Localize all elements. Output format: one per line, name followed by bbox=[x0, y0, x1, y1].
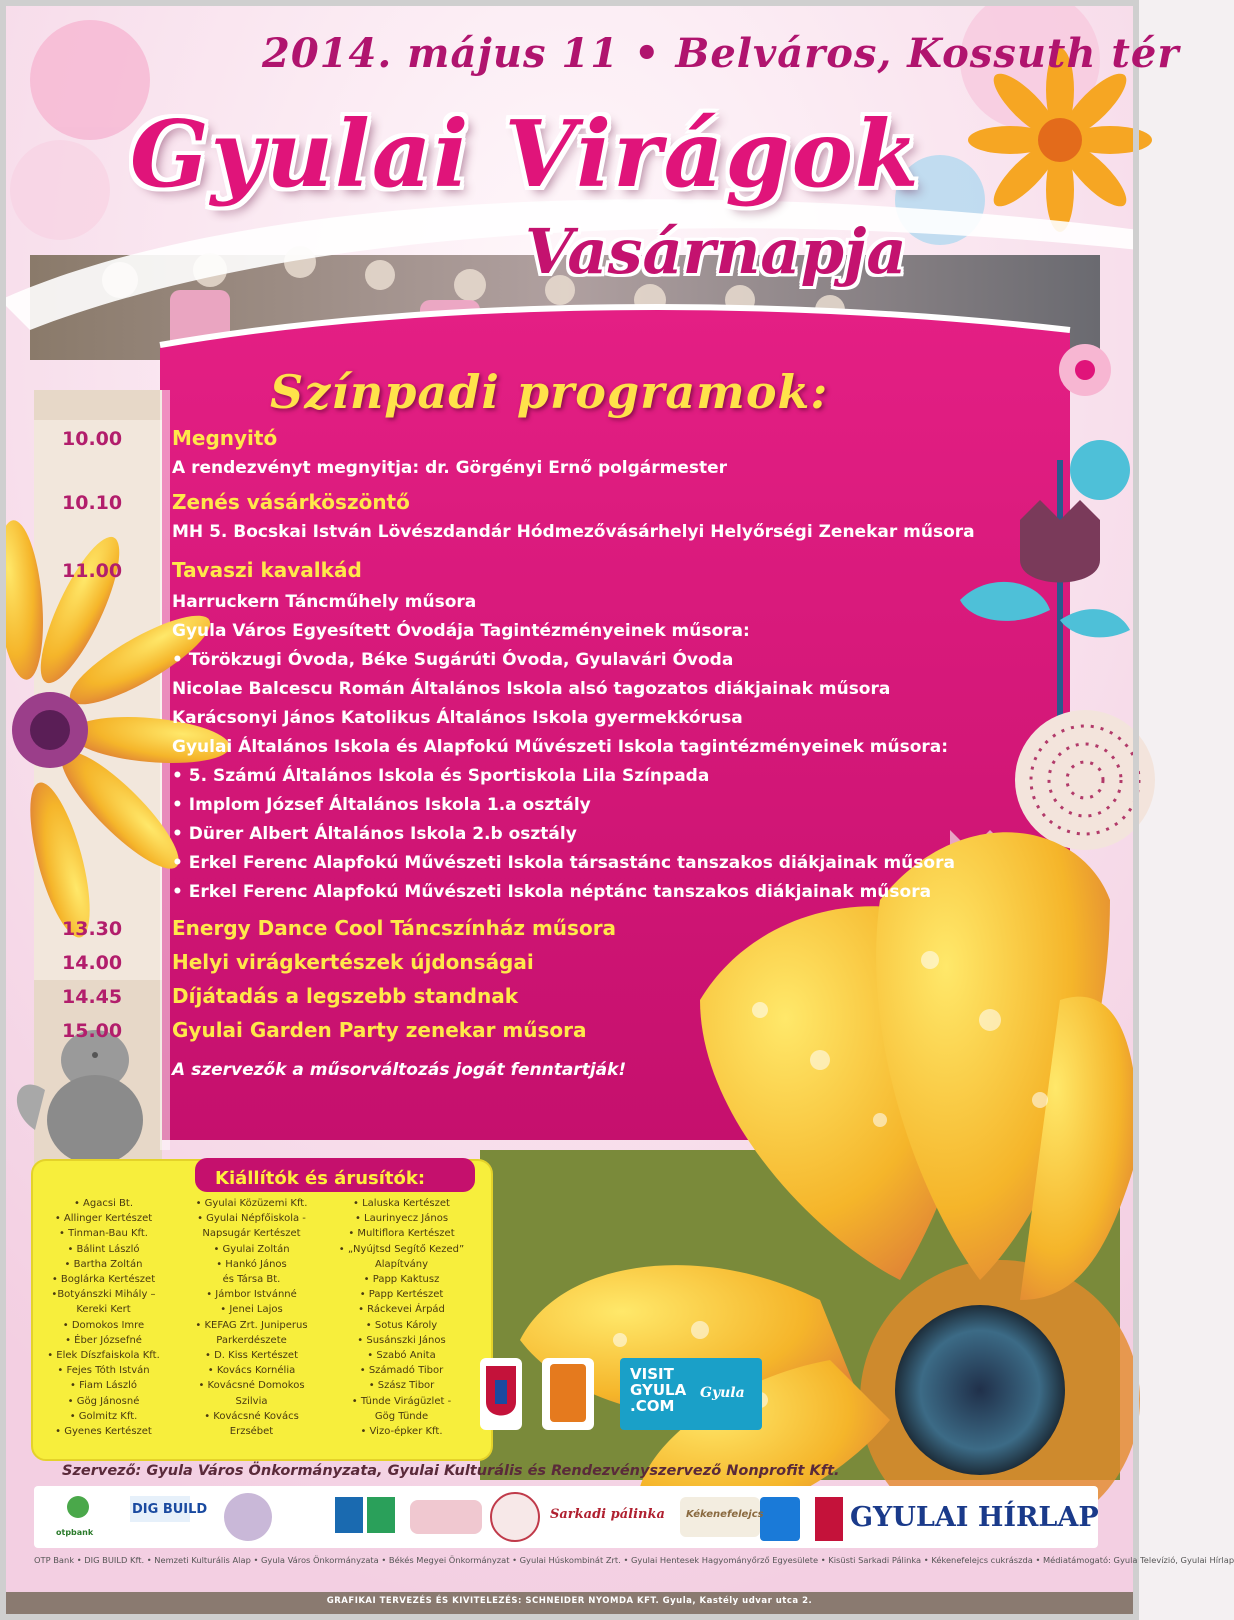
exhibitor-item: • Szász Tibor bbox=[368, 1380, 435, 1392]
program-row bbox=[0, 558, 1000, 590]
organizer-line: Szervező: Gyula Város Önkormányzata, Gyulai Kulturális és Rendezvényszervező Nonprofit Kft. bbox=[62, 1463, 840, 1479]
program-row bbox=[0, 456, 1000, 490]
program-detail: MH 5. Bocskai István Lövészdandár Hódmezővásárhelyi Helyőrségi Zenekar műsora bbox=[172, 522, 975, 542]
exhibitors-column bbox=[334, 1196, 469, 1439]
exhibitor-item: • Ráckevei Árpád bbox=[358, 1304, 445, 1316]
exhibitor-item: • Tünde Virágüzlet - bbox=[351, 1395, 452, 1407]
exhibitor-item: •Botyánszki Mihály – bbox=[51, 1289, 156, 1301]
program-row bbox=[0, 984, 1000, 1018]
exhibitor-item: • Gög Jánosné bbox=[67, 1395, 140, 1407]
exhibitor-item: • Fejes Tóth István bbox=[57, 1365, 150, 1377]
program-detail: • 5. Számú Általános Iskola és Sportiskola Lila Színpada bbox=[172, 766, 710, 786]
program-time: 14.45 bbox=[62, 986, 123, 1008]
exhibitors-column bbox=[184, 1196, 319, 1439]
exhibitor-item: Parkerdészete bbox=[216, 1334, 287, 1346]
section-title: Színpadi programok: bbox=[270, 365, 829, 419]
program-row bbox=[0, 735, 1000, 764]
program-row bbox=[0, 590, 1000, 619]
program-row bbox=[0, 520, 1000, 558]
program-list bbox=[0, 426, 1000, 1052]
dig-build-logo: DIG BUILD bbox=[132, 1502, 208, 1517]
disclaimer-note: A szervezők a műsorváltozás jogát fenntartják! bbox=[172, 1060, 627, 1080]
exhibitor-item: Erzsébet bbox=[229, 1426, 274, 1438]
program-detail: Nicolae Balcescu Román Általános Iskola alsó tagozatos diákjainak műsora bbox=[172, 679, 891, 699]
program-headline: Megnyitó bbox=[172, 426, 278, 450]
exhibitor-item: • Vizo-épker Kft. bbox=[360, 1426, 443, 1438]
program-detail: • Erkel Ferenc Alapfokú Művészeti Iskola néptánc tanszakos diákjainak műsora bbox=[172, 882, 932, 902]
kekenefelejcs-logo: Kékenefelejcs bbox=[686, 1509, 764, 1520]
exhibitor-item: Kereki Kert bbox=[76, 1304, 131, 1316]
exhibitor-item: • Gyulai Népfőiskola - bbox=[197, 1213, 306, 1225]
exhibitor-item: • Kovácsné Kovács bbox=[204, 1410, 299, 1422]
exhibitor-item: • Papp Kertészet bbox=[359, 1289, 444, 1301]
program-row bbox=[0, 619, 1000, 648]
program-row bbox=[0, 490, 1000, 520]
exhibitor-item: • Bálint László bbox=[67, 1243, 140, 1255]
exhibitor-item: • Gyenes Kertészet bbox=[55, 1426, 152, 1438]
exhibitor-item: • Jenei Lajos bbox=[220, 1304, 283, 1316]
exhibitor-item: • Elek Díszfaiskola Kft. bbox=[47, 1350, 160, 1362]
program-row bbox=[0, 950, 1000, 984]
exhibitor-item: • Bartha Zoltán bbox=[64, 1258, 143, 1270]
exhibitors-column bbox=[36, 1196, 171, 1439]
program-time: 10.00 bbox=[62, 428, 123, 450]
sarkadi-logo: Sarkadi pálinka bbox=[550, 1507, 665, 1522]
visit-line: VISIT bbox=[630, 1365, 674, 1383]
program-time: 14.00 bbox=[62, 952, 123, 974]
exhibitor-item: • Agacsi Bt. bbox=[73, 1198, 134, 1209]
program-detail: • Implom József Általános Iskola 1.a osztály bbox=[172, 795, 591, 815]
exhibitor-item: • Éber Józsefné bbox=[65, 1334, 142, 1346]
poster-subtitle: Vasárnapja bbox=[525, 215, 907, 288]
exhibitor-item: • Tinman-Bau Kft. bbox=[59, 1228, 148, 1240]
exhibitor-item: • KEFAG Zrt. Juniperus bbox=[195, 1319, 308, 1331]
program-time: 10.10 bbox=[62, 492, 123, 514]
program-row bbox=[0, 706, 1000, 735]
exhibitor-item: • Fiam László bbox=[70, 1380, 137, 1392]
program-row bbox=[0, 764, 1000, 793]
program-headline: Zenés vásárköszöntő bbox=[172, 490, 410, 514]
exhibitor-item: • Domokos Imre bbox=[62, 1319, 145, 1331]
program-headline: Energy Dance Cool Táncszínház műsora bbox=[172, 916, 617, 940]
program-headline: Díjátadás a legszebb standnak bbox=[172, 984, 518, 1008]
poster-title: Gyulai Virágok bbox=[130, 100, 921, 208]
visit-line: .COM bbox=[630, 1397, 675, 1415]
program-headline: Gyulai Garden Party zenekar műsora bbox=[172, 1018, 587, 1042]
exhibitor-item: • Laurinyecz János bbox=[354, 1213, 449, 1225]
program-detail: Gyula Város Egyesített Óvodája Tagintézményeinek műsora: bbox=[172, 621, 750, 641]
gyula-script-logo: Gyula bbox=[700, 1385, 745, 1401]
sponsors-line: OTP Bank • DIG BUILD Kft. • Nemzeti Kulturális Alap • Gyula Város Önkormányzata • Békés Megyei Önkormányzat • Gyulai Húskombinát Zrt. • Gyulai Hentesek Hagyományőrző Egyesülete • Kisüsti Sarkadi Pálinka • Kékenefelejcs cukrászda • Médiatámogató: Gyula Televízió, Gyulai Hírlap bbox=[34, 1555, 1234, 1565]
program-row bbox=[0, 822, 1000, 851]
program-time: 13.30 bbox=[62, 918, 123, 940]
exhibitors-list bbox=[36, 1196, 488, 1456]
event-date-location: 2014. május 11 • Belváros, Kossuth tér bbox=[262, 30, 1180, 77]
gyulai-hirlap-logo: GYULAI HÍRLAP bbox=[850, 1502, 1099, 1533]
exhibitor-item: • Jámbor Istvánné bbox=[206, 1289, 297, 1301]
program-detail: Gyulai Általános Iskola és Alapfokú Művészeti Iskola tagintézményeinek műsora: bbox=[172, 737, 949, 757]
exhibitor-item: • Hankó János bbox=[216, 1258, 287, 1270]
exhibitors-title: Kiállítók és árusítók: bbox=[215, 1168, 426, 1189]
exhibitor-item: Szilvia bbox=[235, 1395, 268, 1407]
program-time: 11.00 bbox=[62, 560, 123, 582]
program-row bbox=[0, 648, 1000, 677]
otp-logo: otpbank bbox=[56, 1528, 94, 1537]
exhibitor-item: • Boglárka Kertészet bbox=[51, 1274, 156, 1286]
exhibitor-item: • Gyulai Zoltán bbox=[213, 1243, 290, 1255]
program-row bbox=[0, 851, 1000, 880]
exhibitor-item: • Allinger Kertészet bbox=[54, 1213, 153, 1225]
program-detail: A rendezvényt megnyitja: dr. Görgényi Ernő polgármester bbox=[172, 458, 728, 478]
exhibitor-item: Alapítvány bbox=[374, 1258, 429, 1270]
visit-line: GYULA bbox=[630, 1381, 687, 1399]
exhibitor-item: • Szabó Anita bbox=[367, 1350, 436, 1362]
exhibitor-item: • Kovácsné Domokos bbox=[198, 1380, 305, 1392]
program-detail: • Törökzugi Óvoda, Béke Sugárúti Óvoda, Gyulavári Óvoda bbox=[172, 650, 734, 670]
program-row bbox=[0, 677, 1000, 706]
program-row bbox=[0, 793, 1000, 822]
program-row bbox=[0, 426, 1000, 456]
exhibitor-item: • Multiflora Kertészet bbox=[348, 1228, 455, 1240]
exhibitor-item: • Kovács Kornélia bbox=[207, 1365, 296, 1377]
program-headline: Tavaszi kavalkád bbox=[172, 558, 362, 582]
exhibitor-item: • Számadó Tibor bbox=[359, 1365, 444, 1377]
exhibitor-item: Napsugár Kertészet bbox=[202, 1228, 301, 1240]
program-detail: • Erkel Ferenc Alapfokú Művészeti Iskola társastánc tanszakos diákjainak műsora bbox=[172, 853, 955, 873]
exhibitor-item: és Társa Bt. bbox=[222, 1274, 281, 1286]
program-detail: Karácsonyi János Katolikus Általános Iskola gyermekkórusa bbox=[172, 708, 743, 728]
exhibitor-item: • „Nyújtsd Segítő Kezed” bbox=[338, 1243, 465, 1255]
exhibitor-item: Gög Tünde bbox=[374, 1410, 429, 1422]
exhibitor-item: • Sotus Károly bbox=[365, 1319, 438, 1331]
program-row bbox=[0, 916, 1000, 950]
program-time: 15.00 bbox=[62, 1020, 123, 1042]
program-row bbox=[0, 1018, 1000, 1052]
exhibitor-item: • D. Kiss Kertészet bbox=[205, 1350, 298, 1362]
program-detail: Harruckern Táncműhely műsora bbox=[172, 592, 477, 612]
exhibitor-item: • Papp Kaktusz bbox=[363, 1274, 440, 1286]
exhibitor-item: • Gyulai Közüzemi Kft. bbox=[195, 1198, 308, 1209]
exhibitor-item: • Golmitz Kft. bbox=[69, 1410, 138, 1422]
visit-gyula-logo bbox=[630, 1366, 686, 1414]
exhibitor-item: • Susánszki János bbox=[357, 1334, 446, 1346]
program-headline: Helyi virágkertészek újdonságai bbox=[172, 950, 534, 974]
exhibitor-item: • Laluska Kertészet bbox=[353, 1198, 450, 1209]
printer-credit: GRAFIKAI TERVEZÉS ÉS KIVITELEZÉS: SCHNEIDER NYOMDA KFT. Gyula, Kastély udvar utca 2. bbox=[326, 1596, 813, 1606]
program-row bbox=[0, 880, 1000, 916]
program-detail: • Dürer Albert Általános Iskola 2.b osztály bbox=[172, 824, 577, 844]
